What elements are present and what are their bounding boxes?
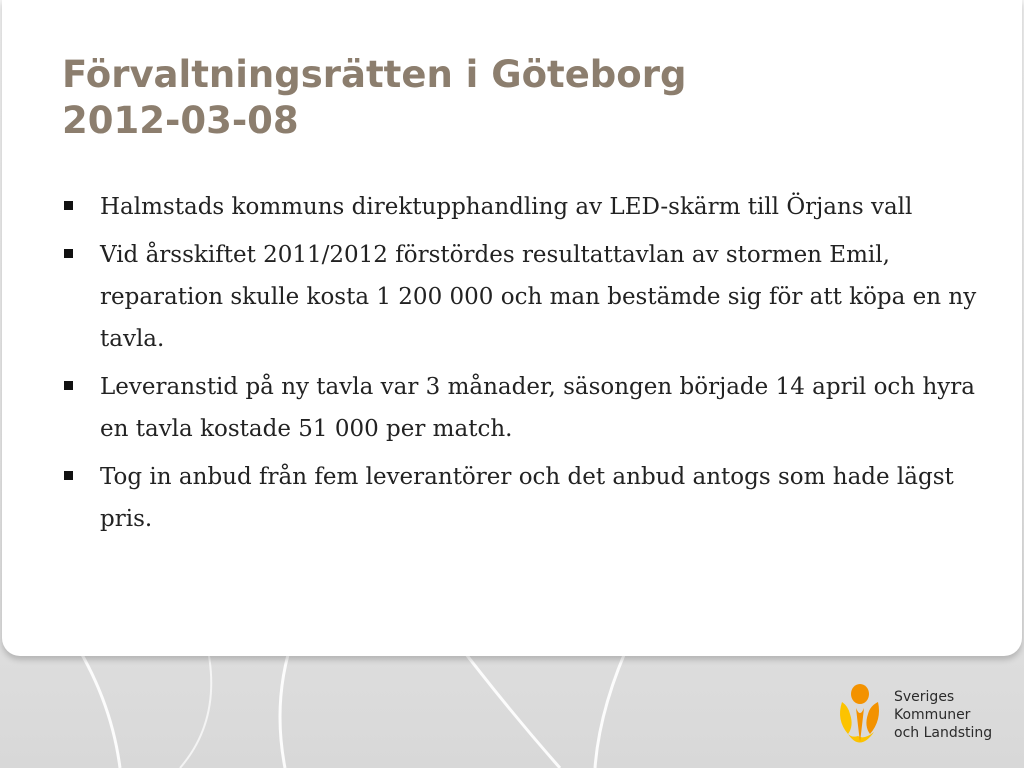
square-bullet-icon — [64, 249, 73, 258]
bullet-item — [62, 366, 982, 450]
slide-title — [62, 52, 962, 144]
bullet-text: Tog in anbud från fem leverantörer och det anbud antogs som hade lägst pris. — [100, 464, 954, 532]
bullet-text: Halmstads kommuns direktupphandling av LED-skärm till Örjans vall — [100, 194, 913, 220]
skl-logo — [834, 680, 1014, 752]
bullet-item — [62, 186, 982, 228]
slide-title-line-1: Förvaltningsrätten i Göteborg — [62, 53, 687, 96]
bullet-text: Vid årsskiftet 2011/2012 förstördes resultattavlan av stormen Emil, reparation skulle kosta 1 200 000 och man bestämde sig för att köpa en ny tavla. — [100, 242, 977, 352]
square-bullet-icon — [64, 201, 73, 210]
logo-line-3: och Landsting — [894, 725, 993, 741]
bullet-text: Leveranstid på ny tavla var 3 månader, säsongen började 14 april och hyra en tavla kostade 51 000 per match. — [100, 374, 975, 442]
skl-logo-text — [894, 688, 992, 742]
square-bullet-icon — [64, 471, 73, 480]
logo-line-2: Kommuner — [894, 707, 971, 723]
square-bullet-icon — [64, 381, 73, 390]
skl-logo-icon — [834, 680, 882, 752]
logo-line-1: Sveriges — [894, 689, 955, 705]
bullet-item — [62, 234, 982, 360]
bullet-item — [62, 456, 982, 540]
slide-title-line-2: 2012-03-08 — [62, 99, 299, 142]
bullet-list — [62, 186, 982, 546]
